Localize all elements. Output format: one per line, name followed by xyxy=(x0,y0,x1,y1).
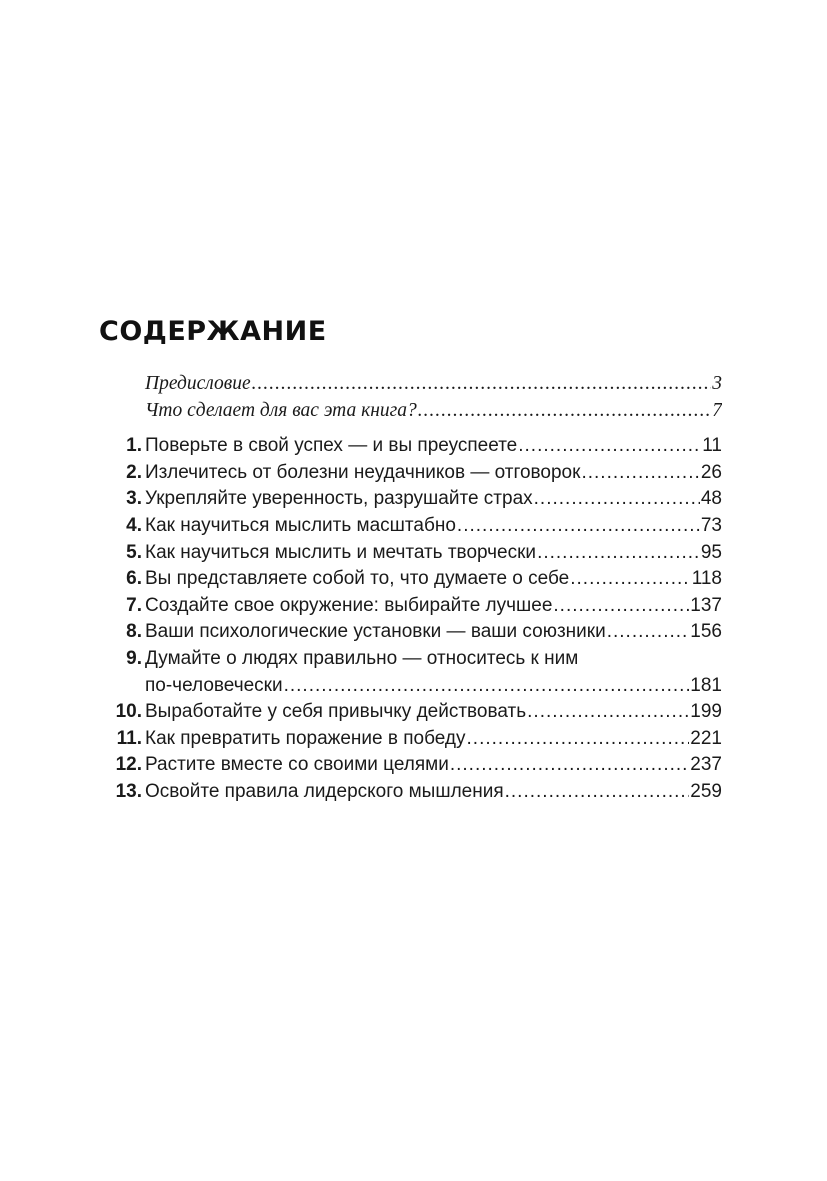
dot-leader xyxy=(457,513,700,540)
chapter-title: Выработайте у себя привычку действовать xyxy=(145,701,527,723)
toc-entry-body xyxy=(142,699,722,726)
dot-leader xyxy=(581,460,699,487)
toc-entry-body xyxy=(142,540,722,567)
page-title: СОДЕРЖАНИЕ xyxy=(99,316,327,347)
chapter-number: 9. xyxy=(126,647,142,669)
chapter-page: 237 xyxy=(690,754,722,776)
chapter-number: 12. xyxy=(115,754,142,776)
dot-leader xyxy=(418,398,711,425)
toc-entry-title: Предисловие xyxy=(145,373,251,394)
chapter-page: 48 xyxy=(700,488,722,510)
chapter-title: Вы представляете собой то, что думаете о себе xyxy=(145,568,570,590)
toc-chapter-12[interactable] xyxy=(96,752,722,779)
toc-chapter-3[interactable] xyxy=(96,486,722,513)
chapter-page: 156 xyxy=(690,621,722,643)
chapter-title: Укрепляйте уверенность, разрушайте страх xyxy=(145,488,533,510)
chapter-page: 11 xyxy=(702,435,722,457)
dot-leader xyxy=(518,433,701,460)
chapter-title: Поверьте в свой успех — и вы преуспеете xyxy=(145,435,518,457)
dot-leader xyxy=(534,486,700,513)
toc-chapter-9[interactable] xyxy=(96,646,722,673)
toc-entry-body xyxy=(142,726,722,753)
chapter-title: Ваши психологические установки — ваши союзники xyxy=(145,621,606,643)
chapter-number: 6. xyxy=(126,568,142,590)
chapter-page: 199 xyxy=(690,701,722,723)
chapter-number: 13. xyxy=(115,780,142,802)
dot-leader xyxy=(607,619,690,646)
toc-entry-body xyxy=(142,646,722,673)
dot-leader xyxy=(252,371,712,398)
toc-chapter-10[interactable] xyxy=(96,699,722,726)
chapter-title: Создайте свое окружение: выбирайте лучшее xyxy=(145,594,553,616)
chapter-number: 7. xyxy=(126,594,142,616)
toc-entry-what-book-does[interactable] xyxy=(96,398,722,425)
chapter-title: Освойте правила лидерского мышления xyxy=(145,780,504,802)
toc-entry-body xyxy=(142,752,722,779)
chapter-title: Думайте о людях правильно — относитесь к ним xyxy=(145,647,579,669)
toc-entry-body xyxy=(142,513,722,540)
toc-chapter-2[interactable] xyxy=(96,460,722,487)
toc-entry-body xyxy=(142,433,722,460)
dot-leader xyxy=(467,726,690,753)
chapter-page: 259 xyxy=(690,780,722,802)
chapter-number: 8. xyxy=(126,621,142,643)
toc-entry-body xyxy=(142,673,722,700)
toc-entry-page: 3 xyxy=(712,373,722,394)
chapter-page: 73 xyxy=(700,514,722,536)
dot-leader xyxy=(505,779,690,806)
toc-entry-body xyxy=(142,593,722,620)
toc-entry-body xyxy=(142,460,722,487)
chapter-title: Растите вместе со своими целями xyxy=(145,754,449,776)
chapter-number: 1. xyxy=(126,435,142,457)
toc-entry-body xyxy=(142,779,722,806)
toc-chapter-5[interactable] xyxy=(96,540,722,567)
toc-entry-body xyxy=(142,398,722,425)
toc-chapter-11[interactable] xyxy=(96,726,722,753)
chapter-number: 11. xyxy=(116,727,142,749)
dot-leader xyxy=(527,699,689,726)
chapter-number: 2. xyxy=(126,461,142,483)
chapter-number: 5. xyxy=(126,541,142,563)
dot-leader xyxy=(450,752,689,779)
toc-entry-body xyxy=(142,371,722,398)
dot-leader xyxy=(284,673,690,700)
chapter-page: 221 xyxy=(690,727,722,749)
dot-leader xyxy=(570,566,690,593)
chapter-page: 118 xyxy=(691,568,722,590)
chapter-page: 95 xyxy=(700,541,722,563)
chapter-number: 4. xyxy=(126,514,142,536)
toc-entry-page: 7 xyxy=(712,399,722,421)
toc-entry-title: Что сделает для вас эта книга? xyxy=(145,399,417,421)
toc-entry-body xyxy=(142,566,722,593)
table-of-contents xyxy=(96,371,722,806)
toc-chapter-8[interactable] xyxy=(96,619,722,646)
toc-chapter-7[interactable] xyxy=(96,593,722,620)
chapter-page: 26 xyxy=(700,461,722,483)
toc-chapter-4[interactable] xyxy=(96,513,722,540)
toc-entry-body xyxy=(142,486,722,513)
chapter-number: 10. xyxy=(115,701,142,723)
chapter-page: 137 xyxy=(690,594,722,616)
chapter-title-continued: по-человечески xyxy=(145,674,283,696)
chapter-title: Как превратить поражение в победу xyxy=(145,727,466,749)
chapter-title: Излечитесь от болезни неудачников — отговорок xyxy=(145,461,581,483)
dot-leader xyxy=(553,593,689,620)
chapter-number: 3. xyxy=(126,488,142,510)
chapter-title: Как научиться мыслить и мечтать творчески xyxy=(145,541,537,563)
chapter-title: Как научиться мыслить масштабно xyxy=(145,514,456,536)
toc-entry-body xyxy=(142,619,722,646)
dot-leader xyxy=(537,540,700,567)
toc-chapter-1[interactable] xyxy=(96,433,722,460)
toc-chapter-13[interactable] xyxy=(96,779,722,806)
toc-entry-preface[interactable] xyxy=(96,371,722,398)
chapter-page: 181 xyxy=(690,674,722,696)
toc-chapter-9-continued[interactable] xyxy=(96,673,722,700)
toc-chapter-6[interactable] xyxy=(96,566,722,593)
